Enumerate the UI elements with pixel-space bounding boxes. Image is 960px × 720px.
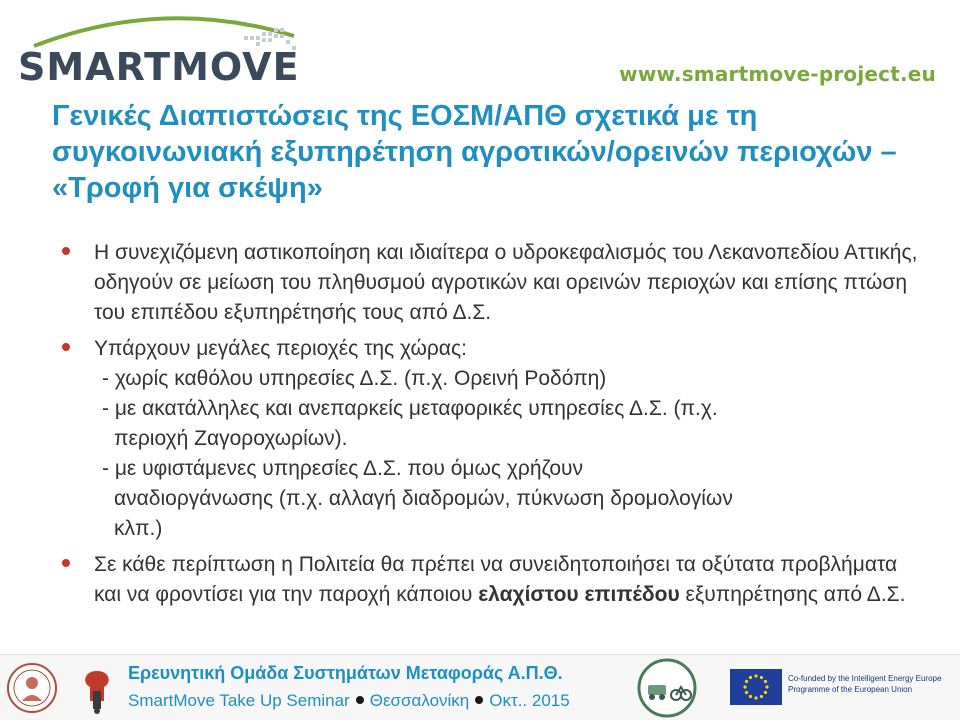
bullet-urbanization — [62, 238, 922, 328]
separator-dot — [475, 696, 483, 704]
bullet-text: Η συνεχιζόμενη αστικοποίηση και ιδιαίτερα ο υδροκεφαλισμός του Λεκανοπεδίου Αττικής, οδηγούν σε μείωση του πληθυσμού αγροτικών και ορεινών περιοχών και επίσης πτώση του επιπέδου εξυπηρέτησής τους από Δ.Σ. — [94, 241, 918, 324]
bullet-text: Σε κάθε περίπτωση η Πολιτεία θα πρέπει να συνειδητοποιήσει τα οξύτατα προβλήματα και να φροντίσει για την παροχή κάποιου — [94, 553, 898, 606]
bullet-emphasis: ελαχίστου επιπέδου — [478, 583, 680, 606]
slide-content — [62, 238, 922, 610]
footer-seminar-line — [128, 691, 570, 711]
separator-dot — [356, 696, 364, 704]
site-url: www.smartmove-project.eu — [619, 62, 936, 86]
eu-funding-text: Co-funded by the Intelligent Energy Europe Programme of the European Union — [788, 674, 942, 694]
bullet-text-end: εξυπηρέτησης από Δ.Σ. — [679, 583, 906, 606]
bullet-state — [62, 550, 922, 610]
bullet-regions — [62, 334, 922, 544]
sub-item-reorganize-cont: αναδιοργάνωσης (π.χ. αλλαγή διαδρομών, πύκνωση δρομολογίων — [114, 487, 733, 510]
sub-item-no-service: - χωρίς καθόλου υπηρεσίες Δ.Σ. (π.χ. Ορεινή Ροδόπη) — [102, 367, 607, 390]
bullet-text: Υπάρχουν μεγάλες περιοχές της χώρας: — [94, 337, 467, 360]
sub-item-reorganize-end: κλπ.) — [114, 517, 163, 540]
footer — [0, 654, 960, 720]
smartmove-logo — [14, 6, 314, 88]
logo-text: SMARTMOVE — [18, 45, 300, 88]
sub-item-inadequate-cont: περιοχή Ζαγοροχωρίων). — [114, 427, 348, 450]
footer-organization: Ερευνητική Ομάδα Συστημάτων Μεταφοράς Α.Π.Θ. — [128, 663, 563, 683]
footer-seminar: SmartMove Take Up Seminar — [128, 691, 350, 710]
slide-title: Γενικές Διαπιστώσεις της ΕΟΣΜ/ΑΠΘ σχετικά με τη συγκοινωνιακή εξυπηρέτηση αγροτικών/ορεινών περιοχών – «Τροφή για σκέψη» — [52, 100, 897, 204]
eu-flag-icon — [730, 669, 782, 705]
university-seal-icon — [6, 661, 58, 715]
footer-city: Θεσσαλονίκη — [369, 691, 470, 710]
sub-item-reorganize: - με υφιστάμενες υπηρεσίες Δ.Σ. που όμως χρήζουν — [102, 457, 584, 480]
transport-group-icon — [72, 661, 122, 715]
footer-date: Οκτ.. 2015 — [489, 691, 570, 710]
mobility-logo-icon — [636, 657, 698, 719]
sub-item-inadequate: - με ακατάλληλες και ανεπαρκείς μεταφορικές υπηρεσίες Δ.Σ. (π.χ. — [102, 397, 718, 420]
